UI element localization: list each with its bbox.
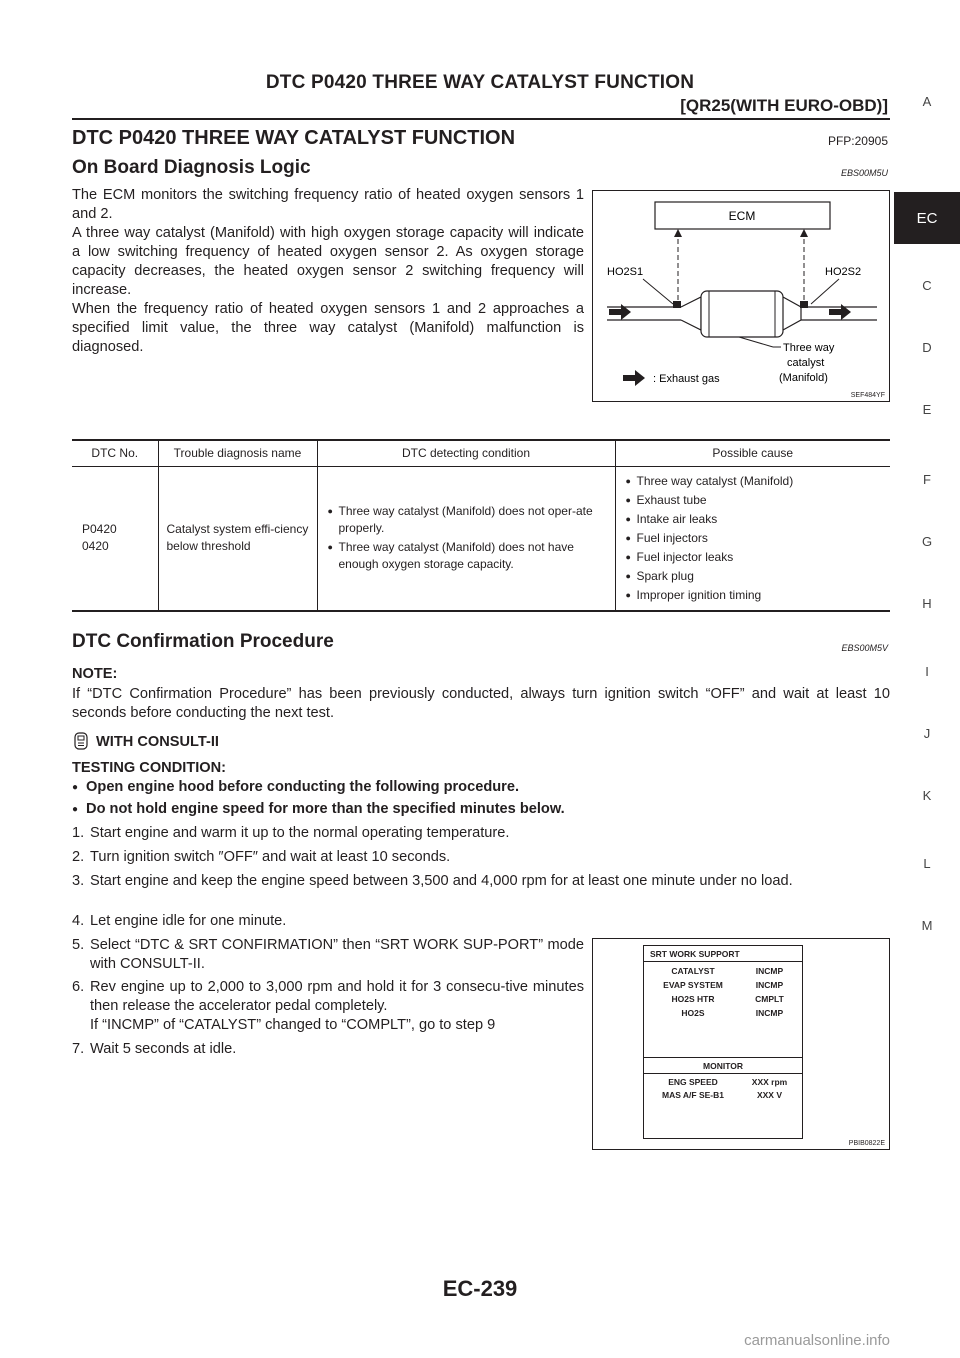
- monitor-row: [644, 1077, 802, 1090]
- legend-arrow-icon: [623, 370, 645, 386]
- obd-logic-heading: On Board Diagnosis Logic: [72, 157, 311, 178]
- srt-item-name: HO2S HTR: [671, 994, 715, 1004]
- ho2s1-leader: [643, 279, 673, 304]
- outlet-cone: [783, 297, 801, 330]
- procedure-step: [72, 936, 584, 974]
- srt-item-status: CMPLT: [755, 994, 784, 1004]
- step-number: 3.: [72, 873, 85, 889]
- ho2s1-label: HO2S1: [607, 266, 644, 278]
- obd-paragraph: A three way catalyst (Manifold) with high oxygen storage capacity will indicate a low switching frequency of heated oxygen sensor 2. As oxygen storage capacity decreases, the heated oxygen sensor 2 switching frequency will increase.: [72, 225, 584, 298]
- condition-item: ● Three way catalyst (Manifold) does not oper-ate properly.: [328, 503, 609, 537]
- index-letter-k[interactable]: K: [922, 788, 932, 803]
- index-letter-g[interactable]: G: [921, 534, 933, 549]
- procedure-step: [72, 978, 584, 1016]
- obd-logic-text: [72, 186, 584, 357]
- condition-item: ● Three way catalyst (Manifold) does not have enough oxygen storage capacity.: [328, 539, 609, 573]
- dtc-no-cell: [72, 466, 158, 611]
- exhaust-diagram: [593, 191, 889, 401]
- cause-item: ● Fuel injector leaks: [626, 549, 883, 566]
- index-letter-f[interactable]: F: [923, 472, 931, 487]
- monitor-title: MONITOR: [644, 1058, 802, 1074]
- testing-condition-label: TESTING CONDITION:: [72, 760, 227, 776]
- consult-tool-icon: [72, 731, 92, 751]
- condition-cell: [317, 466, 615, 611]
- col-header-condition: DTC detecting condition: [317, 440, 615, 466]
- obd-paragraph: When the frequency ratio of heated oxygen sensors 1 and 2 approaches a specified limit value, the three way catalyst (Manifold) malfunction is diagnosed.: [72, 301, 584, 355]
- ho2s1-arrow-head: [674, 229, 682, 237]
- dtc-no: 0420: [82, 539, 109, 553]
- step-text: If “INCMP” of “CATALYST” changed to “COMPLT”, go to step 9: [90, 1017, 496, 1033]
- figure-code: PBIB0822E: [848, 1140, 885, 1147]
- col-header-name: Trouble diagnosis name: [158, 440, 317, 466]
- index-letter-i[interactable]: I: [925, 664, 929, 679]
- diagnosis-name-cell: Catalyst system effi-ciency below threshold: [158, 466, 317, 611]
- srt-list: [644, 962, 802, 1058]
- catalyst-label-line: Three way: [783, 342, 835, 354]
- exhaust-diagram-figure: [592, 190, 890, 402]
- step-text: Select “DTC & SRT CONFIRMATION” then “SRT WORK SUP-PORT” mode with CONSULT-II.: [90, 937, 584, 972]
- srt-row: [644, 966, 802, 980]
- cause-item: ● Three way catalyst (Manifold): [626, 473, 883, 490]
- index-letter-l[interactable]: L: [923, 856, 931, 871]
- procedure-step: [72, 1040, 584, 1059]
- obd-logic-code: EBS00M5U: [840, 168, 888, 178]
- consult-screen: [643, 945, 803, 1139]
- srt-title: SRT WORK SUPPORT: [644, 946, 802, 962]
- section-title: DTC P0420 THREE WAY CATALYST FUNCTION: [72, 127, 516, 149]
- index-letter-h[interactable]: H: [922, 596, 932, 611]
- ho2s2-leader: [811, 279, 839, 304]
- ho2s2-label: HO2S2: [825, 266, 862, 278]
- table-header-row: [72, 440, 890, 466]
- index-letter-e[interactable]: E: [922, 402, 932, 417]
- note-label: NOTE:: [72, 666, 118, 682]
- cause-item: ● Fuel injectors: [626, 530, 883, 547]
- monitor-row: [644, 1090, 802, 1103]
- figure-code: SEF484YF: [850, 392, 885, 399]
- exhaust-flow-arrow-icon: [609, 304, 631, 320]
- srt-row: [644, 1008, 802, 1022]
- cause-cell: [615, 466, 890, 611]
- catalyst-leader: [739, 337, 773, 347]
- ecm-label: ECM: [728, 209, 756, 223]
- srt-item-status: INCMP: [755, 1008, 784, 1018]
- step-number: 2.: [72, 849, 85, 865]
- testing-condition-item: ● Open engine hood before conducting the following procedure.: [72, 779, 519, 795]
- monitor-item-value: XXX rpm: [751, 1077, 788, 1087]
- step-number: 6.: [72, 979, 85, 995]
- dtc-table: [72, 439, 890, 612]
- procedure-step: [72, 824, 890, 843]
- srt-item-status: INCMP: [755, 980, 784, 990]
- testing-condition-item: ● Do not hold engine speed for more than the specified minutes below.: [72, 801, 565, 817]
- procedure-step: [72, 848, 890, 867]
- srt-row: [644, 994, 802, 1008]
- index-letter-a[interactable]: A: [922, 94, 932, 109]
- catalyst-label-line: (Manifold): [779, 372, 828, 384]
- ho2s2-sensor: [800, 301, 808, 308]
- watermark: carmanualsonline.info: [744, 1332, 890, 1349]
- monitor-item-name: ENG SPEED: [668, 1077, 718, 1087]
- step-number: 5.: [72, 937, 85, 953]
- page-number: EC-239: [442, 1276, 518, 1301]
- index-letter-c[interactable]: C: [922, 278, 932, 293]
- index-tab-ec[interactable]: EC: [894, 192, 960, 244]
- srt-item-status: INCMP: [755, 966, 784, 976]
- catalyst-body: [701, 291, 783, 337]
- page-header-subtitle: [QR25(WITH EURO-OBD)]: [680, 96, 888, 115]
- step-text: Let engine idle for one minute.: [90, 913, 287, 929]
- consult-screen-figure: [592, 938, 890, 1150]
- step-text: Rev engine up to 2,000 to 3,000 rpm and hold it for 3 consecu-tive minutes then release the accelerator pedal completely.: [90, 979, 584, 1014]
- srt-item-name: HO2S: [681, 1008, 705, 1018]
- pfp-code: PFP:20905: [827, 134, 888, 148]
- confirmation-code: EBS00M5V: [841, 643, 888, 653]
- index-letter-d[interactable]: D: [922, 340, 932, 355]
- ho2s1-sensor: [673, 301, 681, 308]
- obd-paragraph: The ECM monitors the switching frequency ratio of heated oxygen sensors 1 and 2.: [72, 187, 584, 222]
- exhaust-flow-arrow-icon: [829, 304, 851, 320]
- page-header-title: DTC P0420 THREE WAY CATALYST FUNCTION: [265, 72, 695, 93]
- srt-item-name: CATALYST: [671, 966, 715, 976]
- note-text: If “DTC Confirmation Procedure” has been previously conducted, always turn ignition switch “OFF” and wait at least 10 seconds before conducting the next test.: [72, 686, 890, 721]
- catalyst-label-line: catalyst: [787, 357, 825, 369]
- table-row: [72, 466, 890, 611]
- step-text: Start engine and warm it up to the normal operating temperature.: [90, 825, 510, 841]
- inlet-cone: [681, 297, 701, 330]
- step-number: 4.: [72, 913, 85, 929]
- step-number: 7.: [72, 1041, 85, 1057]
- procedure-step: [72, 872, 890, 891]
- legend-label: : Exhaust gas: [653, 373, 720, 385]
- side-index: [894, 0, 960, 1358]
- with-consult-label: WITH CONSULT-II: [96, 734, 219, 750]
- ho2s2-arrow-head: [800, 229, 808, 237]
- step-number: 1.: [72, 825, 85, 841]
- step-text: Wait 5 seconds at idle.: [90, 1041, 237, 1057]
- cause-item: ● Intake air leaks: [626, 511, 883, 528]
- procedure-step: [72, 912, 890, 931]
- col-header-cause: Possible cause: [615, 440, 890, 466]
- cause-item: ● Improper ignition timing: [626, 587, 883, 604]
- confirmation-heading: DTC Confirmation Procedure: [72, 631, 334, 652]
- step-text: Start engine and keep the engine speed between 3,500 and 4,000 rpm for at least one minute under no load.: [90, 873, 793, 889]
- srt-row: [644, 980, 802, 994]
- header-rule: [72, 118, 890, 120]
- monitor-list: [644, 1074, 802, 1103]
- cause-item: ● Exhaust tube: [626, 492, 883, 509]
- monitor-item-value: XXX V: [756, 1090, 783, 1100]
- index-letter-j[interactable]: J: [923, 726, 931, 741]
- step-text: Turn ignition switch ″OFF″ and wait at least 10 seconds.: [90, 849, 451, 865]
- dtc-no: P0420: [82, 522, 117, 536]
- srt-item-name: EVAP SYSTEM: [663, 980, 723, 990]
- cause-item: ● Spark plug: [626, 568, 883, 585]
- monitor-item-name: MAS A/F SE-B1: [661, 1090, 725, 1100]
- procedure-step: [72, 1016, 584, 1035]
- col-header-dtc-no: DTC No.: [72, 440, 158, 466]
- index-letter-m[interactable]: M: [921, 918, 933, 933]
